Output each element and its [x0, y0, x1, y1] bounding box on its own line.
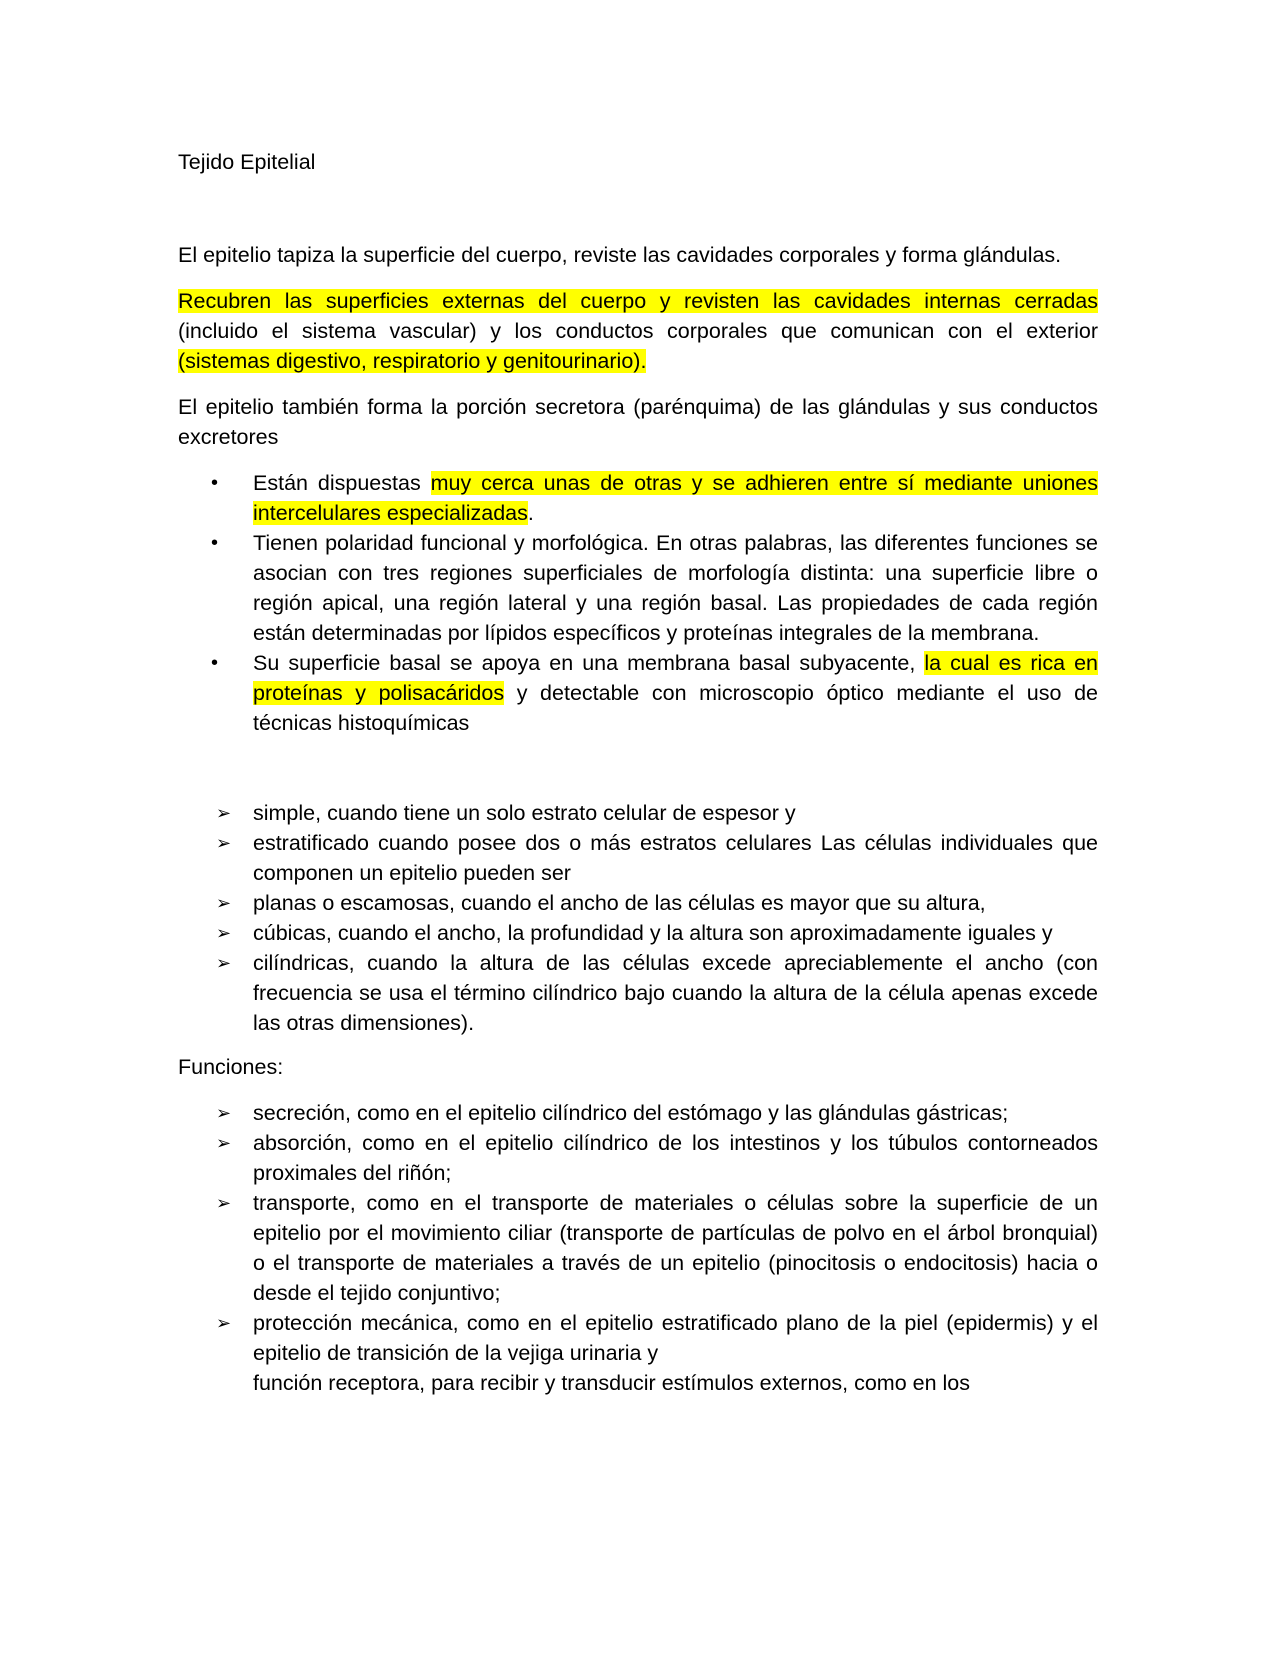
bullet-icon: •: [211, 652, 219, 674]
functions-heading: Funciones:: [178, 1055, 284, 1079]
document-body: [178, 147, 1098, 1398]
highlight-text: la cual es rica en proteínas y polisacáridos: [253, 651, 1098, 705]
arrow-bullet-icon: ➢: [216, 803, 232, 823]
arrow-bullet-icon: ➢: [216, 1313, 232, 1333]
list-item-text: cilíndricas, cuando la altura de las células excede apreciablemente el ancho (con frecuencia se usa el término cilíndrico bajo cuando la altura de la célula apenas excede las otras dimensiones).: [253, 951, 1098, 1035]
list-item: [178, 798, 1098, 828]
list-item-text: secreción, como en el epitelio cilíndrico del estómago y las glándulas gástricas;: [253, 1101, 1009, 1125]
list-item-text: simple, cuando tiene un solo estrato celular de espesor y: [253, 801, 796, 825]
paragraph-text: (incluido el sistema vascular) y los conductos corporales que comunican con el exterior: [178, 319, 1098, 343]
list-item: [178, 1128, 1098, 1188]
secretory-paragraph: El epitelio también forma la porción secretora (parénquima) de las glándulas y sus conductos excretores: [178, 395, 1098, 449]
arrow-bullet-icon: ➢: [216, 923, 232, 943]
list-item-text: protección mecánica, como en el epitelio estratificado plano de la piel (epidermis) y el epitelio de transición de la vejiga urinaria y: [253, 1311, 1098, 1365]
arrow-bullet-icon: ➢: [216, 1103, 232, 1123]
functions-list: [178, 1098, 1098, 1398]
list-item: [178, 918, 1098, 948]
arrow-bullet-icon: ➢: [216, 833, 232, 853]
arrow-bullet-icon: ➢: [216, 1193, 232, 1213]
list-item-text: función receptora, para recibir y transducir estímulos externos, como en los: [253, 1371, 970, 1395]
list-item-text: absorción, como en el epitelio cilíndrico de los intestinos y los túbulos contorneados proximales del riñón;: [253, 1131, 1098, 1185]
list-item-text: planas o escamosas, cuando el ancho de las células es mayor que su altura,: [253, 891, 986, 915]
list-item: [178, 1098, 1098, 1128]
list-item: [178, 648, 1098, 738]
intro-paragraph: El epitelio tapiza la superficie del cuerpo, reviste las cavidades corporales y forma glándulas.: [178, 243, 1062, 267]
highlight-text: muy cerca unas de otras y se adhieren entre sí mediante uniones intercelulares especializadas: [253, 471, 1098, 525]
list-item: [178, 528, 1098, 648]
bullet-icon: •: [211, 472, 219, 494]
list-item: [178, 1188, 1098, 1308]
list-item-text: y detectable con microscopio óptico mediante el uso de técnicas histoquímicas: [253, 681, 1098, 735]
list-item-text: estratificado cuando posee dos o más estratos celulares Las células individuales que componen un epitelio pueden ser: [253, 831, 1098, 885]
blank-space: [178, 738, 1098, 798]
list-item-text: transporte, como en el transporte de materiales o células sobre la superficie de un epitelio por el movimiento ciliar (transporte de partículas de polvo en el árbol bronquial) o el transporte de materiales a través de un epitelio (pinocitosis o endocitosis) hacia o desde el tejido conjuntivo;: [253, 1191, 1098, 1305]
list-item: [178, 468, 1098, 528]
list-item: [178, 1308, 1098, 1398]
list-item: [178, 888, 1098, 918]
arrow-bullet-icon: ➢: [216, 893, 232, 913]
characteristics-list: [178, 468, 1098, 738]
classification-list: [178, 798, 1098, 1038]
highlight-text: (sistemas digestivo, respiratorio y genitourinario).: [178, 349, 647, 373]
document-title: Tejido Epitelial: [178, 150, 316, 174]
epithelium-coverage-paragraph: [178, 286, 1098, 376]
list-item-text: Tienen polaridad funcional y morfológica. En otras palabras, las diferentes funciones se asocian con tres regiones superficiales de morfología distinta: una superficie libre o región apical, una región lateral y una región basal. Las propiedades de cada región están determinadas por lípidos específicos y proteínas integrales de la membrana.: [253, 531, 1098, 645]
list-item-text: Están dispuestas: [253, 471, 431, 495]
list-item-text: .: [527, 501, 534, 525]
list-item-text: cúbicas, cuando el ancho, la profundidad y la altura son aproximadamente iguales y: [253, 921, 1053, 945]
arrow-bullet-icon: ➢: [216, 953, 232, 973]
list-item: [178, 948, 1098, 1038]
bullet-icon: •: [211, 532, 219, 554]
highlight-text: Recubren las superficies externas del cuerpo y revisten las cavidades internas cerradas: [178, 289, 1098, 313]
list-item: [178, 828, 1098, 888]
list-item-text: Su superficie basal se apoya en una membrana basal subyacente,: [253, 651, 925, 675]
arrow-bullet-icon: ➢: [216, 1133, 232, 1153]
